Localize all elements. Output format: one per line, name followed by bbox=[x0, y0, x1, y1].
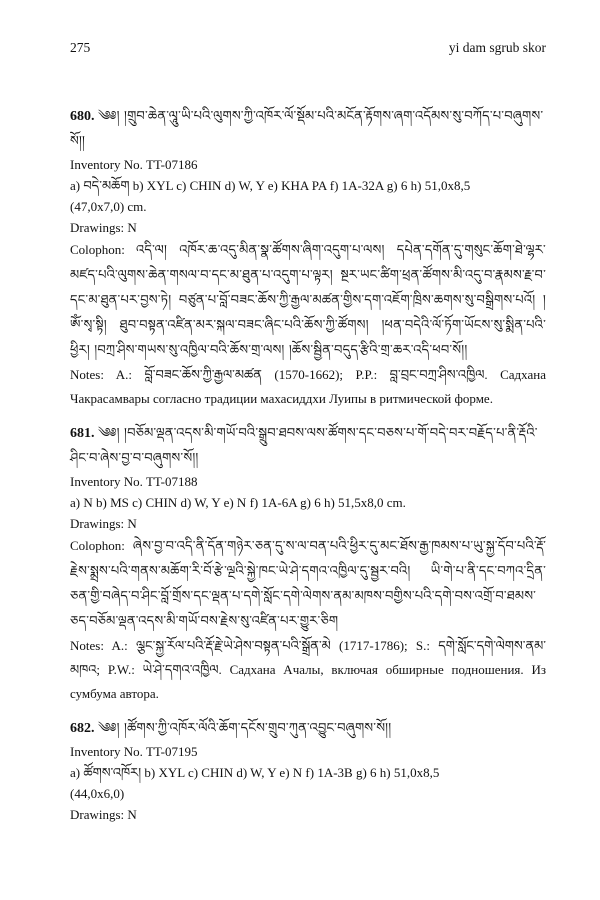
catalog-entry bbox=[70, 104, 546, 411]
colophon-label: Colophon: bbox=[70, 538, 125, 553]
entry-colophon bbox=[70, 534, 546, 634]
entry-notes bbox=[70, 634, 546, 706]
entry-tibetan-title: ༄༅། །བཅོམ་ལྡན་འདས་མི་གཡོ་བའི་སྒྲུབ་ཐབས་ལས་ཚོགས་དང་བཅས་པ་གོ་བདེ་བར་བརྗོད་པ་ནི་རྡོའི་ཤིང་བ་ཞེས་བྱ་བ་བཞུགས་སོ།། bbox=[70, 426, 538, 466]
notes-text: A.: བློ་བཟང་ཆོས་ཀྱི་རྒྱལ་མཚན (1570-1662); P.P.: བླ་བྲང་བཀྲ་ཤིས་འཁྱིལ. Садхана Чакрасамвары согласно традиции махасиддхи Луипы в ритмической форме. bbox=[70, 367, 546, 406]
colophon-text: འདི་ལ། འཁོར་ཆ་འདུ་མིན་སྣ་ཚོགས་ཞིག་འདུག་པ་ལས། དཔེན་དགོན་དུ་གསུང་ཆོག་ཐེ་ལྷར་མཛད་པའི་ལུགས་ཆེན་གསལ་བ་དང་མ་ཐུན་པ་འདུག་པ་ལྟར། སྔར་ཡང་ཚིག་ཕྲན་ཚོགས་མི་འདུ་བ་རྣམས་རྗ་བ་དང་མ་ཐུན་པར་བྱས་ཏེ། བཙུན་པ་བློ་བཟང་ཆོས་ཀྱི་རྒྱལ་མཚན་གྱིས་དག་འཇོག་ཁྲིས་ཆགས་སུ་བསྒྲིགས་པའོ། །ཨོཾ་སྭ་སྟི། ཐུབ་བསྟན་འཛིན་མར་སྐལ་བཟང་ཞིང་པའི་ཆོས་ཀྱི་ཚོགས། །ཕན་བདེའི་ལོ་ཏོག་ཡོངས་སུ་སྨིན་པའི་ཕྱིར། །བཀྲ་ཤིས་གཡས་སུ་འཁྱིལ་བའི་ཆོས་གྲ་ལས། །ཆོས་སྦྱིན་བདུད་རྩིའི་གྲ་ཆར་འདི་ཕབ་སོ།། bbox=[70, 243, 546, 358]
entry-details-dimensions: (44,0x6,0) bbox=[70, 786, 125, 801]
entry-tibetan-title: ༄༅། །གྲུབ་ཆེན་ལཱུ་ཡི་པའི་ལུགས་ཀྱི་འཁོར་ལོ་སྡོམ་པའི་མངོན་རྟོགས་ཞག་འདོམས་སུ་བཀོད་པ་བཞུགས་སོ།། bbox=[70, 109, 544, 149]
notes-label: Notes: bbox=[70, 367, 104, 382]
entry-title bbox=[70, 104, 546, 154]
entry-details: a) ཚོགས་འཁོར། b) XYL c) CHIN d) W, Y e) N f) 1A-3B g) 6 h) 51,0x8,5 bbox=[70, 765, 440, 780]
entry-drawings: Drawings: N bbox=[70, 807, 137, 822]
inventory-number: Inventory No. TT-07188 bbox=[70, 474, 198, 489]
entry-details-dimensions: (47,0x7,0) cm. bbox=[70, 199, 147, 214]
entry-tibetan-title: ༄༅། །ཚོགས་ཀྱི་འཁོར་ལོའི་ཆོག་དངོས་གྲུབ་ཀུན་འབྱུང་བཞུགས་སོ།། bbox=[98, 721, 392, 736]
entry-drawings: Drawings: N bbox=[70, 220, 137, 235]
inventory-number: Inventory No. TT-07186 bbox=[70, 157, 198, 172]
entry-notes bbox=[70, 363, 546, 411]
colophon-label: Colophon: bbox=[70, 242, 125, 257]
inventory-number: Inventory No. TT-07195 bbox=[70, 744, 198, 759]
catalog-entry bbox=[70, 421, 546, 706]
page-header bbox=[70, 40, 546, 56]
catalog-entry bbox=[70, 716, 546, 825]
page-number: 275 bbox=[70, 40, 91, 55]
notes-label: Notes: bbox=[70, 638, 104, 653]
entry-title bbox=[70, 421, 546, 471]
colophon-text: ཞེས་བྱ་བ་འདི་ནི་དོན་གཉེར་ཅན་དུ་ས་ལ་བན་པའི་ཕྱིར་དུ་མང་ཐོས་རྒྱ་ཁམས་པ་ཡུ་སྐྱ་དོབ་པའི་རྡོ་རྗེས་སྨྲས་པའི་གནས་མཆོག་རི་བོ་རྩེ་ལྔའི་སྐྱེ་ཁང་ཡེ་ཤེ་དགའ་འཁྱིལ་དུ་སྦྱར་བའི། ཡི་གེ་པ་ནི་དང་བཀའ་དྲིན་ཅན་གྱི་བཞེད་བ་ཤིང་བློ་གྲོས་དང་ལྡན་པ་དགེ་སློང་དགེ་ལེགས་ནམ་མཁས་བགྱིས་པའི་དགེ་བས་འགྲོ་བ་ཐམས་ཅད་བཅོམ་ལྡན་འདས་མི་གཡོ་བས་རྗེས་སུ་འཛིན་པར་གྱུར་ཅིག bbox=[70, 539, 546, 629]
entry-details: a) བདེ་མཆོག b) XYL c) CHIN d) W, Y e) KHA PA f) 1A-32A g) 6 h) 51,0x8,5 bbox=[70, 178, 471, 193]
entry-number: 680. bbox=[70, 109, 95, 124]
running-title: yi dam sgrub skor bbox=[448, 40, 546, 55]
notes-text: A.: ལྕང་སྐྱ་རོལ་པའི་རྡོ་རྗེ་ཡེ་ཤེས་བསྟན་པའི་སྒྲོན་མེ (1717-1786); S.: དགེ་སློང་དགེ་ལེགས་ནམ་མཁའ; P.W.: ཡེ་ཤེ་དགའ་འཁྱིལ. Садхана Ачалы, включая обширные подношения. Из сумбума автора. bbox=[70, 638, 546, 701]
entry-number: 682. bbox=[70, 721, 95, 736]
entry-drawings: Drawings: N bbox=[70, 516, 137, 531]
entry-details: a) N b) MS c) CHIN d) W, Y e) N f) 1A-6A g) 6 h) 51,5x8,0 cm. bbox=[70, 495, 406, 510]
entry-number: 681. bbox=[70, 426, 95, 441]
entry-colophon bbox=[70, 238, 546, 363]
entry-title bbox=[70, 716, 546, 741]
